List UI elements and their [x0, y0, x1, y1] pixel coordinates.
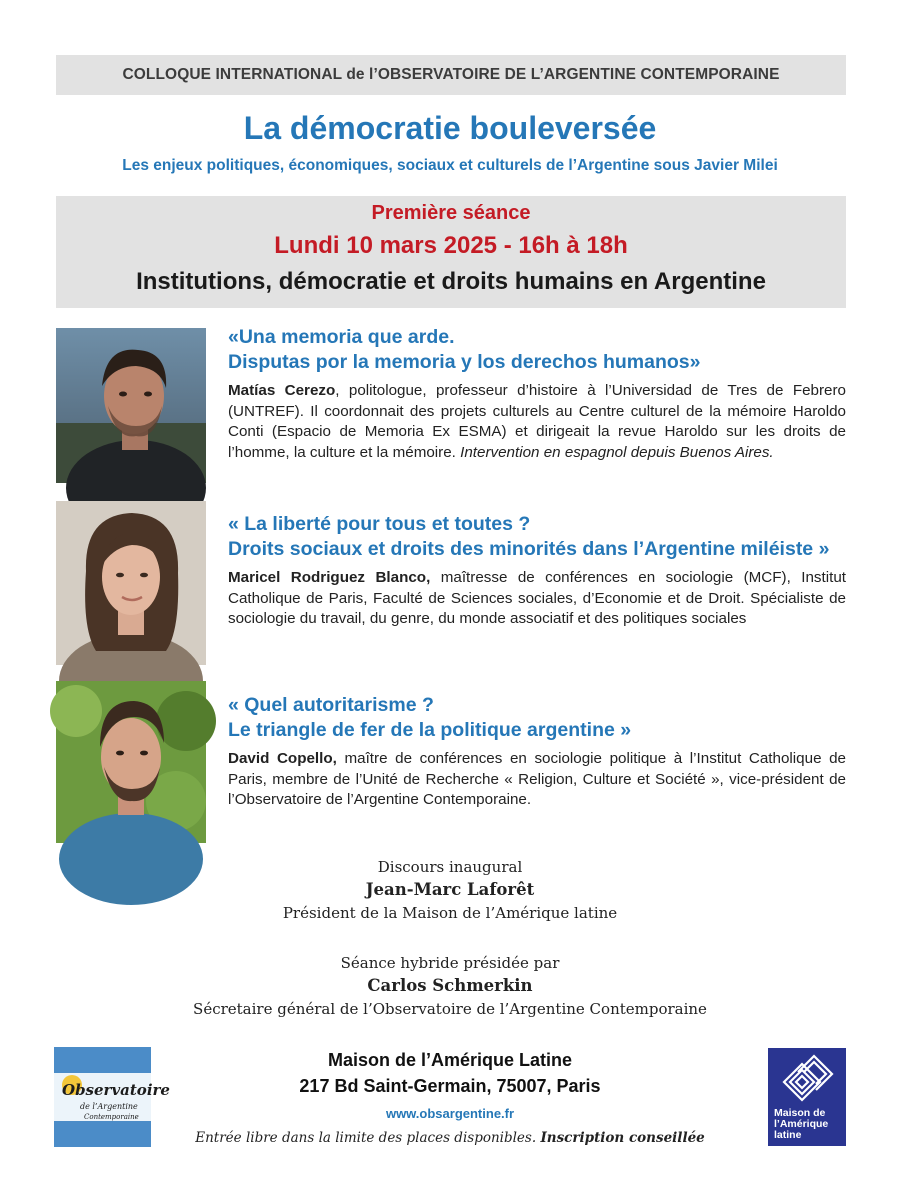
inaugural-block: [0, 856, 900, 924]
chair-role: Sécretaire général de l’Observatoire de l’Argentine Contemporaine: [193, 1000, 707, 1018]
inaugural-label: Discours inaugural: [377, 858, 523, 876]
website-link[interactable]: [0, 1106, 900, 1121]
mal-emblem-icon: [768, 1048, 846, 1106]
speaker-photo-2: [56, 501, 206, 665]
speaker-note-1: Intervention en espagnol depuis Buenos Aires.: [460, 443, 774, 461]
speaker-card-3: [56, 693, 846, 853]
talk-title-3: [228, 693, 846, 743]
maison-amerique-latine-logo: [768, 1048, 846, 1146]
session-theme: Institutions, démocratie et droits humains en Argentine: [136, 268, 766, 295]
speaker-bio-3: [228, 749, 846, 811]
chair-name: Carlos Schmerkin: [367, 976, 533, 995]
speaker-name-1: Matías Cerezo: [228, 382, 336, 399]
mal-logo-text: [774, 1108, 844, 1141]
inaugural-name: Jean-Marc Laforêt: [365, 880, 535, 899]
colloque-banner: [56, 55, 846, 95]
speaker-name-3: David Copello,: [228, 750, 337, 767]
website-text[interactable]: www.obsargentine.fr: [385, 1106, 515, 1121]
talk-title-2-line1: « La liberté pour tous et toutes ?: [228, 513, 531, 535]
footer-note: [0, 1130, 900, 1146]
talk-title-2-line2: Droits sociaux et droits des minorités dans l’Argentine miléiste »: [228, 538, 830, 560]
talk-title-1-line1: «Una memoria que arde.: [228, 326, 455, 348]
speaker-bio-2-text: maîtresse de conférences en sociologie (MCF), Institut Catholique de Paris, Faculté de Sciences sociales, d’Economie et de Droit. Spécialiste de sociologie du travail, du genre, du monde associatif et des politiques sociales: [228, 569, 846, 627]
speaker-name-2: Maricel Rodriguez Blanco,: [228, 569, 431, 586]
banner-text: COLLOQUE INTERNATIONAL de l’OBSERVATOIRE DE L’ARGENTINE CONTEMPORAINE: [122, 66, 780, 83]
speaker-card-2: [56, 512, 846, 672]
chair-label: Séance hybride présidée par: [340, 954, 560, 972]
chair-block: [0, 952, 900, 1020]
session-date: Lundi 10 mars 2025 - 16h à 18h: [274, 232, 628, 259]
speaker-card-1: [56, 325, 846, 485]
speaker-bio-1-text: , politologue, professeur d’histoire à l’Universidad de Tres de Febrero (UNTREF). Il coordonnait des projets culturels au Centre culturel de la mémoire Haroldo Conti (Espacio de Memoria Ex ESMA) et dirigeait la revue Haroldo sur les droits de l’homme, la culture et la mémoire.: [228, 382, 846, 461]
obs-logo-line3: Contemporaine: [84, 1113, 139, 1121]
venue-name: Maison de l’Amérique Latine: [327, 1050, 573, 1070]
session-box: [56, 196, 846, 308]
speaker-bio-1: [228, 381, 846, 463]
speaker-photo-3: [56, 681, 206, 843]
subtitle: Les enjeux politiques, économiques, sociaux et culturels de l’Argentine sous Javier Milei: [122, 157, 778, 174]
talk-title-1-line2: Disputas por la memoria y los derechos humanos»: [228, 351, 701, 373]
talk-title-3-line1: « Quel autoritarisme ?: [228, 694, 434, 716]
speaker-bio-2: [228, 568, 846, 630]
obs-logo-line1: Observatoire: [62, 1081, 170, 1099]
mal-logo-line2: l’Amérique: [774, 1118, 829, 1130]
talk-title-2: [228, 512, 846, 562]
obs-logo-line2: de l’Argentine: [80, 1102, 138, 1111]
session-label: Première séance: [371, 202, 531, 224]
venue-address: 217 Bd Saint-Germain, 75007, Paris: [299, 1076, 601, 1096]
footer-note-bold: Inscription conseillée: [540, 1130, 705, 1146]
mal-logo-line1: Maison de: [774, 1107, 826, 1119]
main-title: La démocratie bouleversée: [243, 110, 657, 146]
footer-note-text: Entrée libre dans la limite des places disponibles.: [195, 1130, 541, 1146]
mal-logo-line3: latine: [774, 1129, 802, 1141]
talk-title-3-line2: Le triangle de fer de la politique argentine »: [228, 719, 632, 741]
talk-title-1: [228, 325, 846, 375]
speaker-bio-3-text: maître de conférences en sociologie politique à l’Institut Catholique de Paris, membre de l’Unité de Recherche « Religion, Culture et Société », vice-président de l’Observatoire de l’Argentine Contemporaine.: [228, 750, 847, 808]
speaker-photo-1: [56, 328, 206, 483]
inaugural-role: Président de la Maison de l’Amérique latine: [282, 904, 618, 922]
